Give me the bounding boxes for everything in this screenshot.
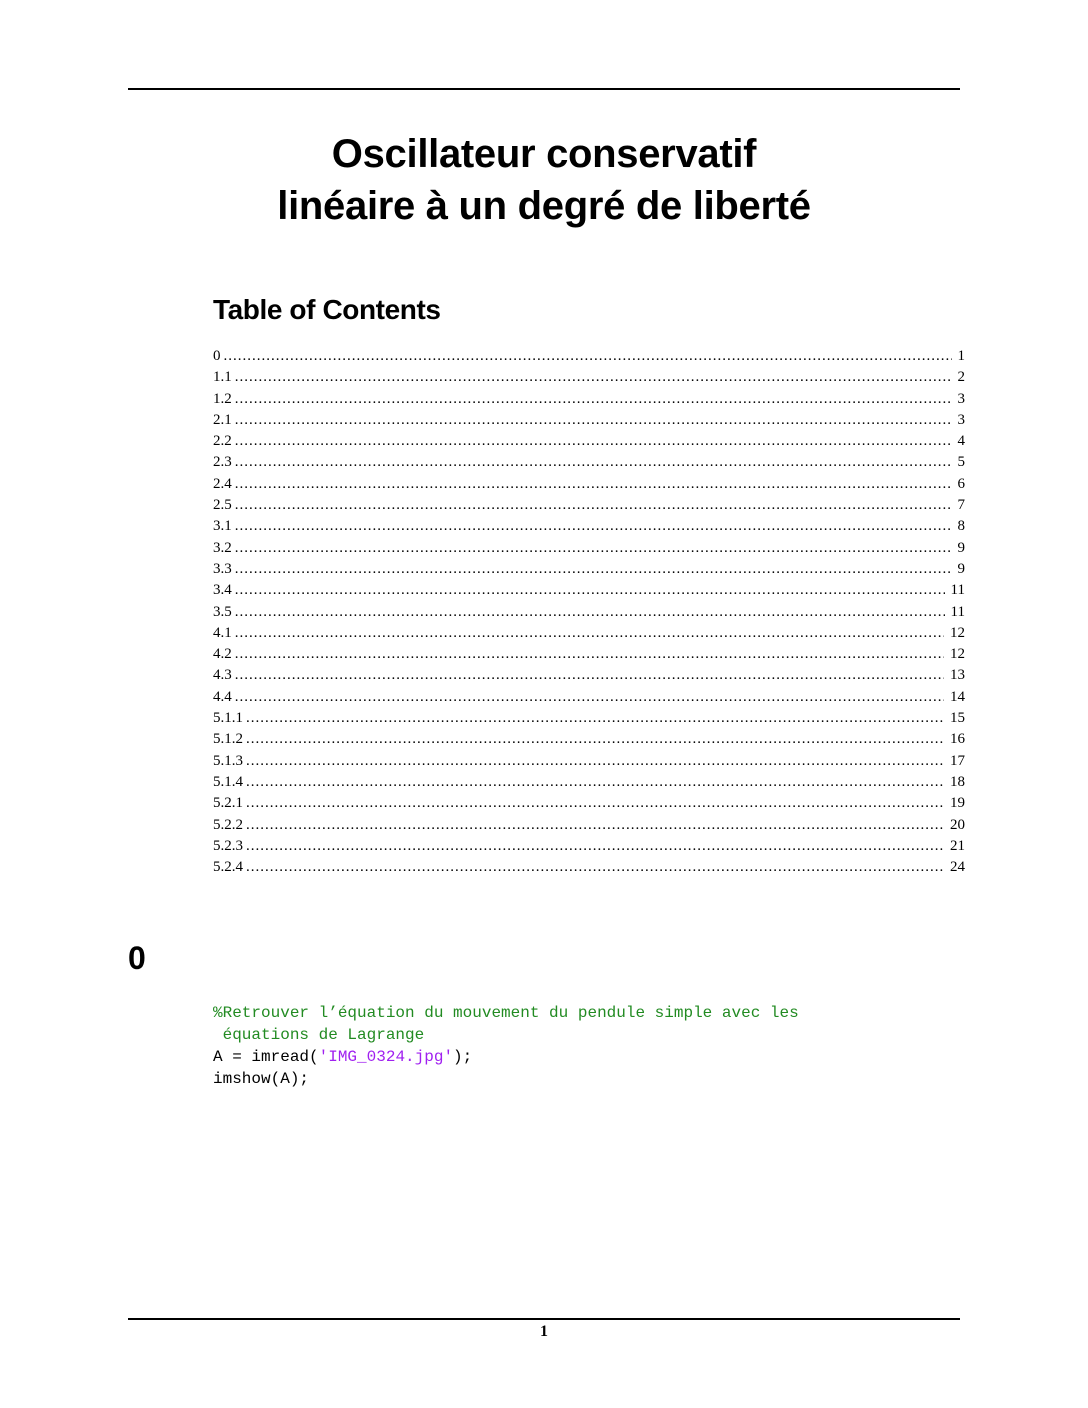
toc-dot-leader [246, 857, 944, 878]
toc-entry-page: 4 [957, 433, 965, 450]
toc-entry-number: 4.1 [213, 624, 232, 641]
toc-entry[interactable] [213, 452, 965, 473]
toc-dot-leader [246, 836, 944, 857]
toc-entry[interactable] [213, 815, 965, 836]
toc-dot-leader [246, 751, 944, 772]
toc-entry[interactable] [213, 495, 965, 516]
toc-entry-page: 15 [950, 710, 965, 727]
toc-entry-number: 4.4 [213, 688, 232, 705]
toc-entry[interactable] [213, 431, 965, 452]
code-block [213, 1002, 799, 1090]
toc-entry-page: 9 [957, 560, 965, 577]
toc-dot-leader [235, 602, 945, 623]
toc-entry-number: 5.2.1 [213, 795, 243, 812]
toc-entry-number: 2.1 [213, 411, 232, 428]
header-rule [128, 88, 960, 90]
toc-entry[interactable] [213, 793, 965, 814]
toc-entry-page: 14 [950, 688, 965, 705]
toc-entry-number: 3.5 [213, 603, 232, 620]
toc-entry[interactable] [213, 708, 965, 729]
toc-entry-page: 3 [957, 390, 965, 407]
toc-entry[interactable] [213, 751, 965, 772]
toc-dot-leader [235, 559, 952, 580]
toc-entry-number: 5.2.2 [213, 816, 243, 833]
toc-dot-leader [235, 495, 952, 516]
toc-entry-number: 5.1.4 [213, 773, 243, 790]
code-imread-prefix: A = imread( [213, 1048, 319, 1066]
toc-entry-number: 5.1.1 [213, 710, 243, 727]
toc-dot-leader [235, 452, 952, 473]
toc-entry-number: 3.3 [213, 560, 232, 577]
toc-entry-number: 3.1 [213, 518, 232, 535]
toc-entry-page: 13 [950, 667, 965, 684]
toc-entry-page: 20 [950, 816, 965, 833]
toc-entry[interactable] [213, 367, 965, 388]
toc-entry-page: 1 [957, 348, 965, 364]
toc-dot-leader [235, 665, 944, 686]
toc-entry-page: 12 [950, 624, 965, 641]
toc-entry-number: 3.2 [213, 539, 232, 556]
title-line-2: linéaire à un degré de liberté [277, 184, 811, 228]
toc-entry[interactable] [213, 580, 965, 601]
toc-dot-leader [235, 367, 952, 388]
toc-entry-number: 2.3 [213, 454, 232, 471]
toc-entry-number: 0 [213, 348, 221, 364]
toc-entry-number: 5.2.4 [213, 859, 243, 876]
toc-entry[interactable] [213, 836, 965, 857]
toc-entry[interactable] [213, 644, 965, 665]
toc-entry-page: 24 [950, 859, 965, 876]
toc-entry-number: 5.1.2 [213, 731, 243, 748]
toc-dot-leader [235, 431, 952, 452]
toc-entry[interactable] [213, 857, 965, 878]
code-imread-suffix: ); [453, 1048, 473, 1066]
toc-entry[interactable] [213, 538, 965, 559]
toc-entry-page: 12 [950, 646, 965, 663]
toc-entry[interactable] [213, 729, 965, 750]
toc-entry-number: 2.2 [213, 433, 232, 450]
toc-entry-page: 17 [950, 752, 965, 769]
toc-dot-leader [246, 729, 944, 750]
toc-entry-page: 3 [957, 411, 965, 428]
toc-entry-number: 2.5 [213, 497, 232, 514]
toc-entry-number: 1.1 [213, 369, 232, 386]
toc-heading: Table of Contents [213, 294, 441, 325]
document-title [0, 128, 1088, 232]
toc-entry-number: 5.1.3 [213, 752, 243, 769]
toc-entry[interactable] [213, 623, 965, 644]
toc-entry-page: 11 [950, 582, 965, 599]
toc-entry-page: 9 [957, 539, 965, 556]
toc-dot-leader [235, 538, 952, 559]
toc-entry-page: 11 [950, 603, 965, 620]
toc-entry-page: 7 [957, 497, 965, 514]
code-comment-line-1: %Retrouver l’équation du mouvement du pendule simple avec les [213, 1004, 799, 1022]
toc-dot-leader [235, 410, 952, 431]
toc-entry-number: 3.4 [213, 582, 232, 599]
toc-dot-leader [235, 580, 945, 601]
toc-entry-number: 4.2 [213, 646, 232, 663]
toc-dot-leader [246, 815, 944, 836]
toc-entry-number: 4.3 [213, 667, 232, 684]
toc-entry-page: 2 [957, 369, 965, 386]
toc-dot-leader [235, 474, 952, 495]
toc-dot-leader [235, 389, 952, 410]
footer-rule [128, 1318, 960, 1320]
code-string-literal: 'IMG_0324.jpg' [318, 1048, 454, 1066]
table-of-contents [213, 346, 965, 878]
toc-entry-page: 19 [950, 795, 965, 812]
toc-entry[interactable] [213, 410, 965, 431]
toc-entry-page: 8 [957, 518, 965, 535]
toc-dot-leader [246, 793, 944, 814]
toc-entry[interactable] [213, 474, 965, 495]
toc-entry[interactable] [213, 346, 965, 367]
toc-dot-leader [235, 644, 944, 665]
toc-entry[interactable] [213, 602, 965, 623]
toc-entry-page: 6 [957, 475, 965, 492]
toc-entry-number: 1.2 [213, 390, 232, 407]
toc-dot-leader [235, 516, 952, 537]
code-line-imshow: imshow(A); [213, 1070, 310, 1088]
toc-entry[interactable] [213, 516, 965, 537]
toc-entry-page: 16 [950, 731, 965, 748]
code-comment-line-2: équations de Lagrange [213, 1026, 425, 1044]
toc-dot-leader [235, 687, 944, 708]
page-number: 1 [540, 1323, 548, 1340]
toc-entry-page: 21 [950, 837, 965, 854]
toc-entry[interactable] [213, 665, 965, 686]
toc-entry[interactable] [213, 389, 965, 410]
toc-dot-leader [246, 708, 944, 729]
title-line-1: Oscillateur conservatif [331, 132, 757, 176]
toc-entry[interactable] [213, 687, 965, 708]
toc-entry-number: 2.4 [213, 475, 232, 492]
toc-entry-page: 5 [957, 454, 965, 471]
toc-dot-leader [235, 623, 944, 644]
toc-entry[interactable] [213, 559, 965, 580]
section-heading: 0 [128, 940, 146, 976]
toc-entry-number: 5.2.3 [213, 837, 243, 854]
toc-entry-page: 18 [950, 773, 965, 790]
code-line-imread [213, 1046, 799, 1068]
toc-entry[interactable] [213, 772, 965, 793]
toc-dot-leader [224, 346, 952, 367]
toc-dot-leader [246, 772, 944, 793]
